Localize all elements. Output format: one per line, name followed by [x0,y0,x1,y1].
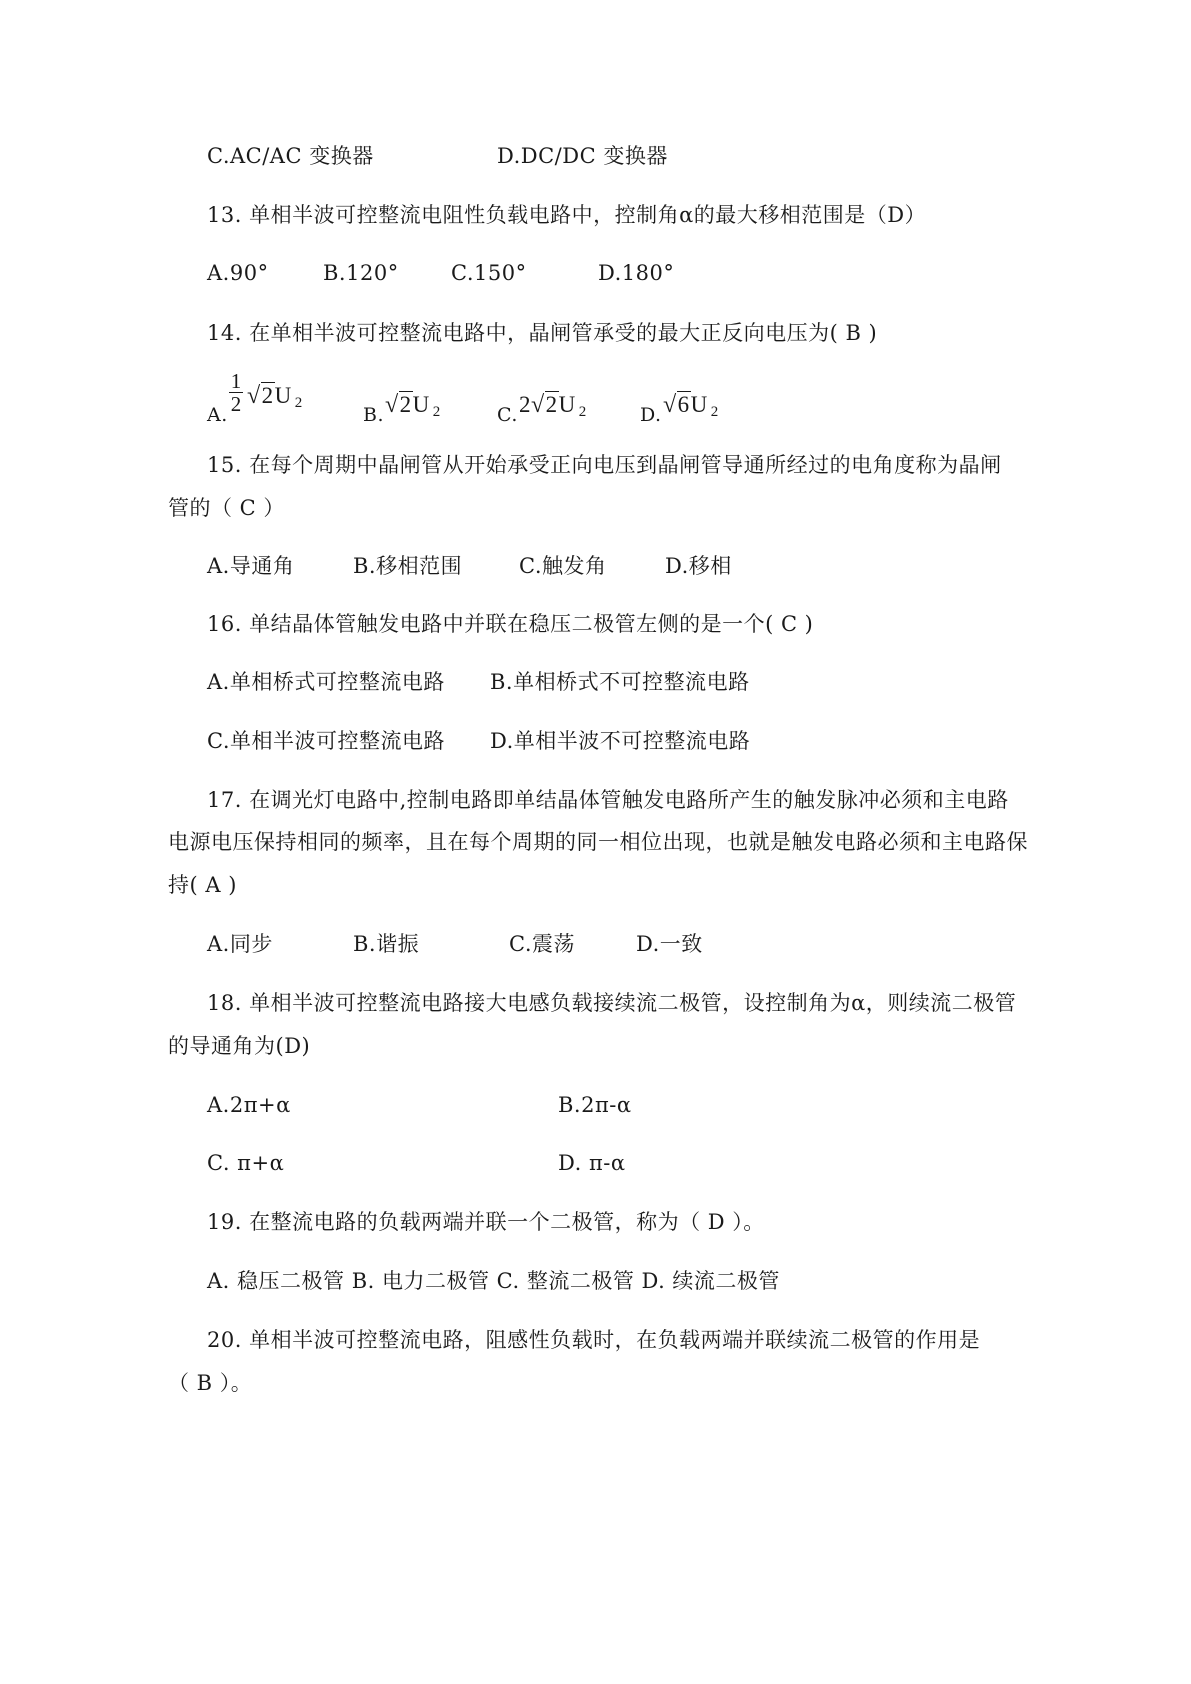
q18-option-c: C. π+α [207,1151,285,1175]
q18-option-a: A.2π+α [207,1093,291,1117]
q14-option-c-expression: 2√2U $_2$ [519,392,587,420]
q14-option-a-numerator: 1 [230,369,242,393]
q14-option-a-denominator: 2 [230,392,242,416]
q19-stem: 19. 在整流电路的负载两端并联一个二极管，称为（ D ）。 [207,1210,765,1234]
q16-option-d: D.单相半波不可控整流电路 [490,729,751,753]
q14-option-a-fraction [228,370,244,415]
q17-option-d: D.一致 [636,932,703,956]
q17-stem-line3: 持( A ) [168,873,237,897]
q17-stem-line1: 17. 在调光灯电路中,控制电路即单结晶体管触发电路所产生的触发脉冲必须和主电路 [207,788,1009,812]
q14-option-b-expression: √2U $_2$ [385,392,441,420]
q16-option-a: A.单相桥式可控整流电路 [207,670,445,694]
q19-options: A. 稳压二极管 B. 电力二极管 C. 整流二极管 D. 续流二极管 [207,1269,780,1293]
q14-option-b-sqrt: √2 [385,392,412,418]
q13-option-d: D.180° [598,261,675,285]
q13-option-a: A.90° [207,261,269,285]
q14-option-c-label: C. [497,404,518,426]
q17-stem-line2: 电源电压保持相同的频率，且在每个周期的同一相位出现，也就是触发电路必须和主电路保 [168,830,1028,854]
q14-option-a-expression: √2U $_2$ [247,383,303,411]
q12-option-d: D.DC/DC 变换器 [497,144,668,168]
q15-stem-line1: 15. 在每个周期中晶闸管从开始承受正向电压到晶闸管导通所经过的电角度称为晶闸 [207,453,1002,477]
q14-option-a-sqrt: √2 [247,383,274,409]
q13-option-b: B.120° [323,261,399,285]
sqrt-icon: √ [247,383,261,409]
q16-option-c: C.单相半波可控整流电路 [207,729,445,753]
q15-option-a: A.导通角 [207,554,295,578]
q15-option-d: D.移相 [665,554,732,578]
q17-option-a: A.同步 [207,932,273,956]
q15-option-c: C.触发角 [519,554,607,578]
q18-stem-line2: 的导通角为(D) [168,1034,311,1058]
q12-option-c: C.AC/AC 变换器 [207,144,374,168]
q14-option-d-expression: √6U $_2$ [663,392,719,420]
q16-stem: 16. 单结晶体管触发电路中并联在稳压二极管左侧的是一个( C ) [207,612,814,636]
sqrt-icon: √ [663,392,677,418]
q16-option-b: B.单相桥式不可控整流电路 [490,670,750,694]
q13-option-c: C.150° [451,261,527,285]
sqrt-icon: √ [531,392,545,418]
q14-option-a-label: A. [207,404,228,426]
q13-stem: 13. 单相半波可控整流电阻性负载电路中，控制角α的最大移相范围是（D） [207,203,927,227]
q15-option-b: B.移相范围 [353,554,463,578]
q17-option-b: B.谐振 [353,932,420,956]
q18-option-d: D. π-α [558,1151,626,1175]
q14-option-d-label: D. [640,404,662,426]
q18-stem-line1: 18. 单相半波可控整流电路接大电感负载接续流二极管，设控制角为α，则续流二极管 [207,991,1017,1015]
q14-option-b-label: B. [363,404,385,426]
q14-option-c-sqrt: √2 [531,392,558,418]
q20-stem-line1: 20. 单相半波可控整流电路，阻感性负载时，在负载两端并联续流二极管的作用是 [207,1328,981,1352]
q20-stem-line2: （ B ）。 [168,1371,253,1395]
sqrt-icon: √ [385,392,399,418]
q18-option-b: B.2π-α [558,1093,632,1117]
q14-option-d-sqrt: √6 [663,392,690,418]
q17-option-c: C.震荡 [509,932,575,956]
q14-stem: 14. 在单相半波可控整流电路中，晶闸管承受的最大正反向电压为( B ) [207,321,878,345]
q15-stem-line2: 管的（ C ） [168,496,285,520]
